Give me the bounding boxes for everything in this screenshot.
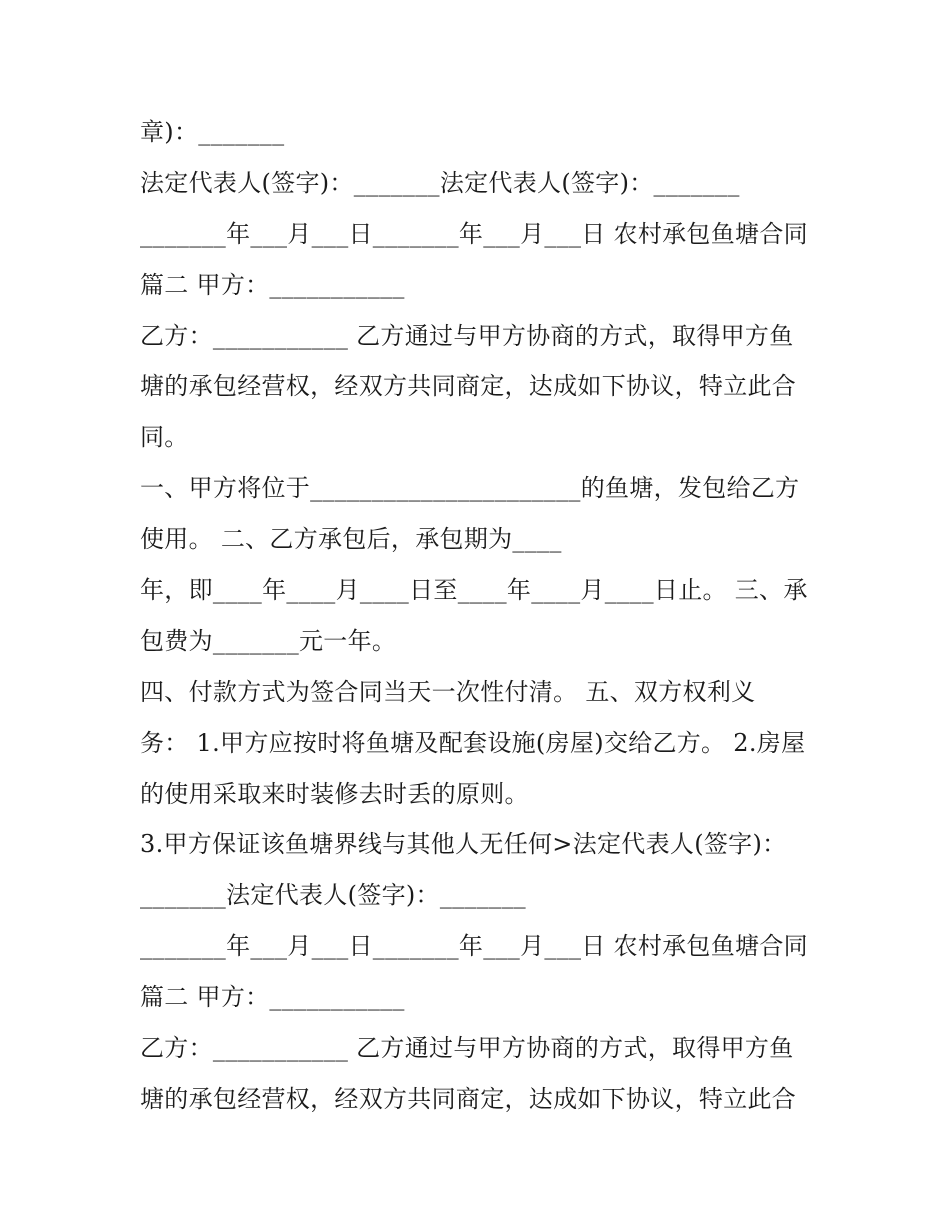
text-line: 一、甲方将位于______________________的鱼塘，发包给乙方 (140, 474, 800, 503)
text-line: _______年___月___日_______年___月___日 农村承包鱼塘合同 (140, 932, 808, 961)
text-line: _______法定代表人(签字)：_______ (140, 881, 526, 910)
text-line: 乙方：___________ 乙方通过与甲方协商的方式，取得甲方鱼 (140, 321, 794, 350)
text-line: 法定代表人(签字)：_______法定代表人(签字)：_______ (140, 168, 740, 197)
text-line: 章)：_______ (140, 118, 285, 146)
text-line: 四、付款方式为签合同当天一次性付清。 五、双方权利义 (140, 677, 756, 706)
text-line: 务： 1.甲方应按时将鱼塘及配套设施(房屋)交给乙方。 2.房屋 (140, 728, 806, 757)
text-line: 篇二 甲方：___________ (140, 270, 405, 299)
text-line: 篇二 甲方：___________ (140, 983, 405, 1012)
text-line: 塘的承包经营权，经双方共同商定，达成如下协议，特立此合 (140, 1084, 797, 1113)
text-line: 使用。 二、乙方承包后，承包期为____ (140, 525, 562, 554)
text-line: 塘的承包经营权，经双方共同商定，达成如下协议，特立此合 (140, 372, 797, 401)
text-line: 同。 (140, 423, 189, 452)
text-line: 的使用采取来时装修去时丢的原则。 (140, 779, 529, 808)
text-line: _______年___月___日_______年___月___日 农村承包鱼塘合同 (140, 219, 808, 248)
text-line: 年，即____年____月____日至____年____月____日止。 三、承 (140, 576, 808, 605)
text-line: 包费为_______元一年。 (140, 626, 397, 655)
document-body (140, 107, 820, 1125)
text-line: 3.甲方保证该鱼塘界线与其他人无任何>法定代表人(签字)： (140, 830, 787, 859)
text-line: 乙方：___________ 乙方通过与甲方协商的方式，取得甲方鱼 (140, 1034, 794, 1063)
